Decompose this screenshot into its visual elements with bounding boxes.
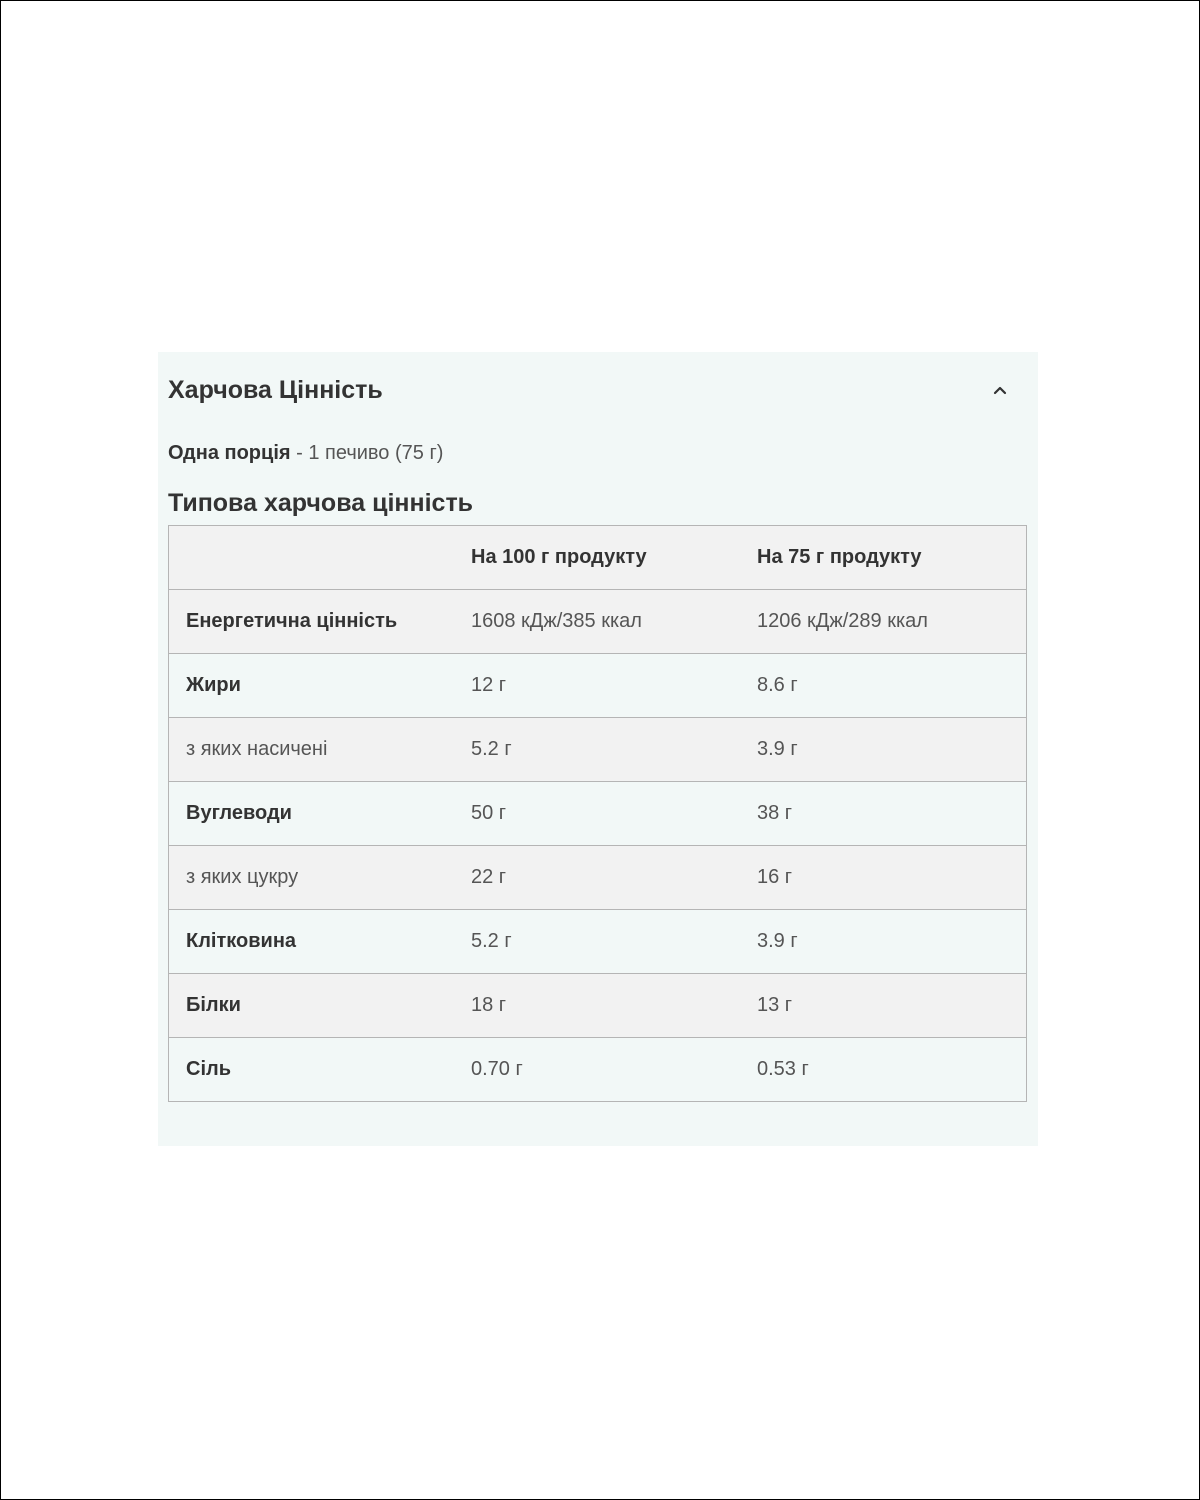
table-row — [169, 590, 1027, 654]
table-row — [169, 846, 1027, 910]
value-per-serving: 13 г — [757, 974, 1027, 1038]
value-per-100g: 5.2 г — [471, 910, 757, 974]
section-title: Типова харчова цінність — [168, 489, 474, 517]
header-nutrient — [169, 526, 472, 590]
serving-value: 1 печиво (75 г) — [308, 442, 444, 464]
value-per-serving: 1206 кДж/289 ккал — [757, 590, 1027, 654]
nutrient-name: Енергетична цінність — [169, 590, 472, 654]
table-row — [169, 654, 1027, 718]
value-per-serving: 3.9 г — [757, 910, 1027, 974]
value-per-serving: 3.9 г — [757, 718, 1027, 782]
value-per-100g: 50 г — [471, 782, 757, 846]
serving-label: Одна порція — [168, 442, 291, 464]
nutrition-panel — [158, 352, 1038, 1146]
nutrient-name: з яких насичені — [169, 718, 472, 782]
panel-header[interactable] — [168, 372, 1028, 408]
table-row — [169, 910, 1027, 974]
header-per-100g: На 100 г продукту — [471, 526, 757, 590]
nutrient-name: з яких цукру — [169, 846, 472, 910]
table-row — [169, 974, 1027, 1038]
nutrition-table — [168, 525, 1027, 1102]
header-per-serving: На 75 г продукту — [757, 526, 1027, 590]
chevron-up-icon[interactable] — [990, 380, 1010, 400]
value-per-100g: 18 г — [471, 974, 757, 1038]
value-per-100g: 1608 кДж/385 ккал — [471, 590, 757, 654]
value-per-100g: 0.70 г — [471, 1038, 757, 1102]
nutrient-name: Вуглеводи — [169, 782, 472, 846]
value-per-100g: 5.2 г — [471, 718, 757, 782]
serving-size — [168, 438, 443, 468]
nutrient-name: Жири — [169, 654, 472, 718]
panel-title: Харчова Цінність — [168, 376, 383, 404]
nutrient-name: Сіль — [169, 1038, 472, 1102]
table-row — [169, 1038, 1027, 1102]
serving-separator: - — [290, 442, 309, 464]
table-row — [169, 718, 1027, 782]
value-per-serving: 8.6 г — [757, 654, 1027, 718]
nutrient-name: Білки — [169, 974, 472, 1038]
value-per-serving: 16 г — [757, 846, 1027, 910]
value-per-100g: 22 г — [471, 846, 757, 910]
nutrient-name: Клітковина — [169, 910, 472, 974]
value-per-serving: 38 г — [757, 782, 1027, 846]
table-row — [169, 782, 1027, 846]
value-per-100g: 12 г — [471, 654, 757, 718]
table-header-row — [169, 526, 1027, 590]
value-per-serving: 0.53 г — [757, 1038, 1027, 1102]
